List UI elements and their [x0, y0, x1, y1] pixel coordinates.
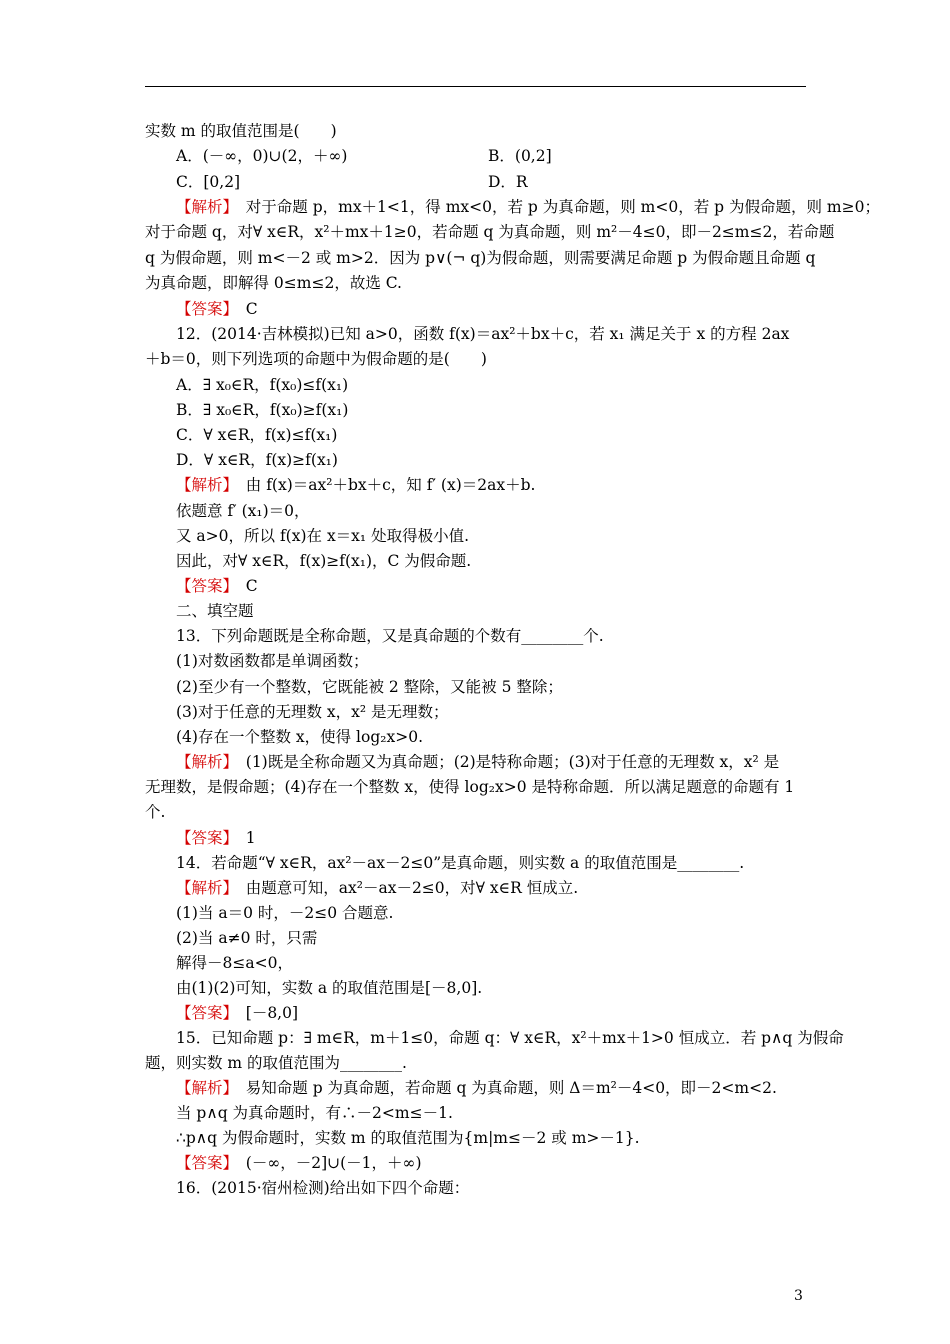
text-line-q15-1 — [176, 1026, 844, 1050]
line-text: (2)至少有一个整数，它既能被 2 整除，又能被 5 整除； — [176, 678, 563, 696]
analysis-tag: 【解析】 — [176, 476, 231, 494]
line-text: 13．下列命题既是全称命题，又是真命题的个数有________个. — [176, 627, 604, 645]
text-line-q14-ans — [176, 1001, 298, 1025]
page-number: 3 — [794, 1288, 803, 1304]
line-text: 对于命题 q，对∀ x∈R，x²＋mx＋1≥0，若命题 q 为真命题，则 m²－4≤0，即－2≤m≤2，若命题 — [145, 223, 835, 241]
text-line-q14-sol1 — [176, 876, 578, 900]
line-text: 对于命题 p，mx＋1<1，得 mx<0，若 p 为真命题，则 m<0，若 p 为假命题，则 m≥0； — [230, 198, 880, 216]
analysis-tag: 【解析】 — [176, 1079, 231, 1097]
text-line-q13-1 — [176, 624, 604, 648]
line-text: A．∃ x₀∈R，f(x₀)≤f(x₁) — [176, 376, 349, 394]
text-line-q14-sol5 — [176, 976, 482, 1000]
line-text: C．[0,2] — [176, 173, 241, 191]
line-text: C．∀ x∈R，f(x)≤f(x₁) — [176, 426, 338, 444]
text-line-q12-sol3 — [176, 524, 469, 548]
line-text: 16．(2015·宿州检测)给出如下四个命题： — [176, 1179, 470, 1197]
text-line-q11-optD — [488, 170, 528, 194]
line-text: 14．若命题“∀ x∈R，ax²－ax－2≤0”是真命题，则实数 a 的取值范围是________. — [176, 854, 745, 872]
text-line-q12-B — [176, 398, 348, 422]
text-line-q14-sol4 — [176, 951, 293, 975]
line-text: (4)存在一个整数 x，使得 log₂x>0. — [176, 728, 423, 746]
text-line-q11-ans — [176, 297, 258, 321]
line-text: 由题意可知，ax²－ax－2≤0，对∀ x∈R 恒成立. — [230, 879, 579, 897]
text-line-q13-i4 — [176, 725, 423, 749]
text-line-q11-sol2 — [145, 220, 834, 244]
text-line-q13-i1 — [176, 649, 368, 673]
line-text: C — [230, 300, 258, 318]
line-text: 12．(2014·吉林模拟)已知 a>0，函数 f(x)＝ax²＋bx＋c，若 x₁ 满足关于 x 的方程 2ax — [176, 325, 790, 343]
analysis-tag: 【解析】 — [176, 198, 231, 216]
text-line-q14-sol2 — [176, 901, 393, 925]
line-text: 1 — [230, 829, 256, 847]
line-text: 二、填空题 — [176, 602, 254, 620]
line-text: A．(－∞，0)∪(2，＋∞) — [176, 147, 348, 165]
text-line-q14-sol3 — [176, 926, 317, 950]
text-line-q15-sol3 — [176, 1126, 640, 1150]
header-rule — [145, 86, 806, 87]
answer-tag: 【答案】 — [176, 300, 231, 318]
line-text: C — [230, 577, 258, 595]
answer-tag: 【答案】 — [176, 1154, 231, 1172]
text-line-q11-tail — [145, 119, 337, 143]
line-text: 由(1)(2)可知，实数 a 的取值范围是[－8,0]. — [176, 979, 483, 997]
text-line-q12-D — [176, 448, 338, 472]
line-text: [－8,0] — [230, 1004, 299, 1022]
text-line-q12-1 — [176, 322, 789, 346]
line-text: q 为假命题，则 m<－2 或 m>2．因为 p∨(¬ q)为假命题，则需要满足命题 p 为假命题且命题 q — [145, 249, 816, 267]
text-line-q11-optB — [488, 144, 552, 168]
line-text: 题，则实数 m 的取值范围为________. — [145, 1054, 407, 1072]
line-text: B．∃ x₀∈R，f(x₀)≥f(x₁) — [176, 401, 349, 419]
line-text: B．(0,2] — [488, 147, 552, 165]
text-line-q15-sol1 — [176, 1076, 777, 1100]
text-line-q12-2 — [145, 347, 487, 371]
text-line-q11-sol3 — [145, 246, 815, 270]
text-line-q16-1 — [176, 1176, 469, 1200]
text-line-q14-1 — [176, 851, 744, 875]
line-text: 又 a>0，所以 f(x)在 x＝x₁ 处取得极小值. — [176, 527, 469, 545]
text-line-q11-optC — [176, 170, 240, 194]
text-line-sec2 — [176, 599, 254, 623]
line-text: (3)对于任意的无理数 x，x² 是无理数； — [176, 703, 449, 721]
line-text: 依题意 f′ (x₁)＝0， — [176, 502, 310, 520]
analysis-tag: 【解析】 — [176, 879, 231, 897]
text-line-q13-sol2 — [145, 775, 794, 799]
text-line-q11-sol1 — [176, 195, 880, 219]
line-text: (2)当 a≠0 时，只需 — [176, 929, 318, 947]
line-text: (1)对数函数都是单调函数； — [176, 652, 369, 670]
text-line-q13-i3 — [176, 700, 449, 724]
line-text: ＋b＝0，则下列选项的命题中为假命题的是( ) — [145, 350, 487, 368]
line-text: 当 p∧q 为真命题时，有∴－2<m≤－1. — [176, 1104, 453, 1122]
text-line-q15-ans — [176, 1151, 422, 1175]
text-line-q12-sol1 — [176, 473, 535, 497]
text-line-q11-optA — [176, 144, 347, 168]
line-text: 为真命题，即解得 0≤m≤2，故选 C. — [145, 274, 402, 292]
line-text: (1)当 a＝0 时，－2≤0 合题意. — [176, 904, 394, 922]
text-line-q15-2 — [145, 1051, 407, 1075]
text-line-q13-sol3 — [145, 800, 165, 824]
text-line-q11-sol4 — [145, 271, 402, 295]
line-text: 个. — [145, 803, 166, 821]
line-text: ∴p∧q 为假命题时，实数 m 的取值范围为{m|m≤－2 或 m>－1}. — [176, 1129, 640, 1147]
text-line-q15-sol2 — [176, 1101, 453, 1125]
text-line-q12-ans — [176, 574, 258, 598]
line-text: (1)既是全称命题又为真命题；(2)是特称命题；(3)对于任意的无理数 x，x² 是 — [230, 753, 780, 771]
analysis-tag: 【解析】 — [176, 753, 231, 771]
answer-tag: 【答案】 — [176, 829, 231, 847]
line-text: 因此，对∀ x∈R，f(x)≥f(x₁)，C 为假命题. — [176, 552, 472, 570]
text-line-q13-i2 — [176, 675, 563, 699]
text-line-q12-sol2 — [176, 499, 310, 523]
answer-tag: 【答案】 — [176, 1004, 231, 1022]
line-text: D．∀ x∈R，f(x)≥f(x₁) — [176, 451, 338, 469]
line-text: 解得－8≤a<0， — [176, 954, 293, 972]
text-line-q12-C — [176, 423, 337, 447]
line-text: (－∞，－2]∪(－1，＋∞) — [230, 1154, 422, 1172]
line-text: 无理数，是假命题；(4)存在一个整数 x，使得 log₂x>0 是特称命题．所以满足题意的命题有 1 — [145, 778, 795, 796]
text-line-q12-sol4 — [176, 549, 471, 573]
line-text: 易知命题 p 为真命题，若命题 q 为真命题，则 Δ＝m²－4<0，即－2<m<2. — [230, 1079, 777, 1097]
line-text: D．R — [488, 173, 528, 191]
text-line-q12-A — [176, 373, 348, 397]
text-line-q13-ans — [176, 826, 256, 850]
line-text: 15．已知命题 p：∃ m∈R，m＋1≤0，命题 q：∀ x∈R，x²＋mx＋1>0 恒成立．若 p∧q 为假命 — [176, 1029, 844, 1047]
text-line-q13-sol1 — [176, 750, 779, 774]
answer-tag: 【答案】 — [176, 577, 231, 595]
line-text: 由 f(x)＝ax²＋bx＋c，知 f′ (x)＝2ax＋b. — [230, 476, 536, 494]
line-text: 实数 m 的取值范围是( ) — [145, 122, 337, 140]
